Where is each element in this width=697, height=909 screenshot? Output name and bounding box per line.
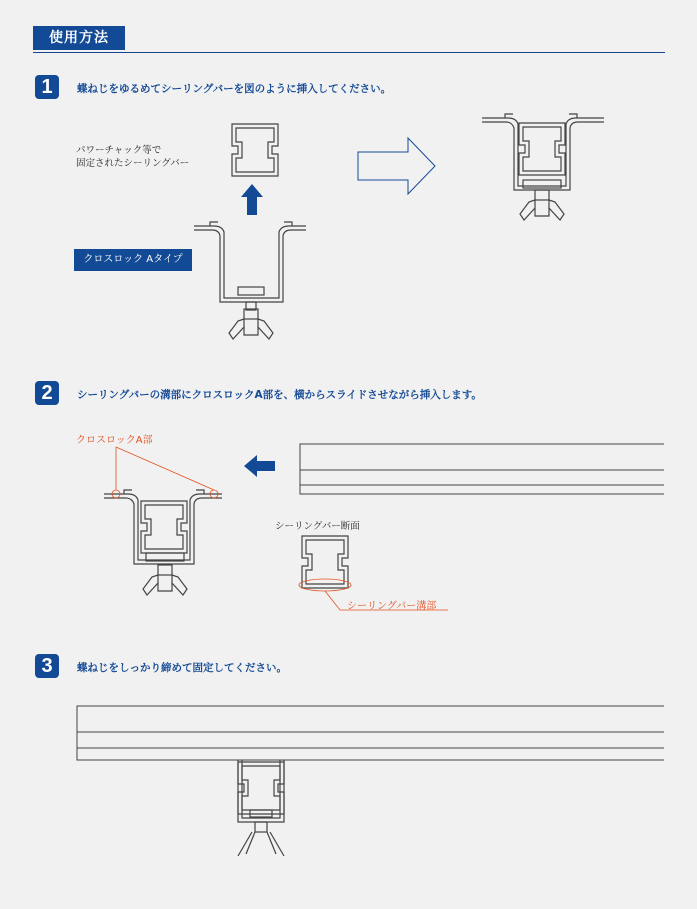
fixed-bar-label-line1: パワーチャック等で	[76, 145, 162, 156]
step-1-text: 蝶ねじをゆるめてシーリングバーを図のように挿入してください。	[77, 83, 392, 95]
left-arrow-icon	[244, 455, 275, 477]
section-title: 使用方法	[33, 26, 125, 50]
crosslock-part-label: クロスロックA部	[76, 435, 153, 446]
ceiling-bar-step3	[77, 706, 664, 760]
bar-groove-label: シーリングバー溝部	[347, 601, 437, 612]
wing-nut-icon	[229, 309, 273, 339]
wing-nut-step3	[238, 822, 284, 856]
ceiling-bar-side-view	[300, 444, 664, 494]
up-arrow-icon	[241, 184, 263, 215]
step-2-badge: 2	[35, 381, 59, 405]
fixed-bar-label-line2: 固定されたシーリングバー	[76, 158, 190, 169]
step-3-text: 蝶ねじをしっかり締めて固定してください。	[77, 662, 287, 674]
crosslock-drawing	[194, 222, 306, 310]
ceiling-bar-drawing	[232, 124, 278, 176]
bar-section-label: シーリングバー断面	[275, 521, 360, 532]
right-arrow-icon	[358, 138, 435, 194]
step-3-badge: 3	[35, 654, 59, 678]
step-1-badge: 1	[35, 75, 59, 99]
clamped-crosslock-drawing	[238, 760, 284, 822]
assembled-drawing	[482, 114, 604, 190]
step-2-text: シーリングバーの溝部にクロスロックA部を、横からスライドさせながら挿入します。	[77, 389, 482, 401]
type-tag: クロスロック Aタイプ	[74, 249, 192, 271]
